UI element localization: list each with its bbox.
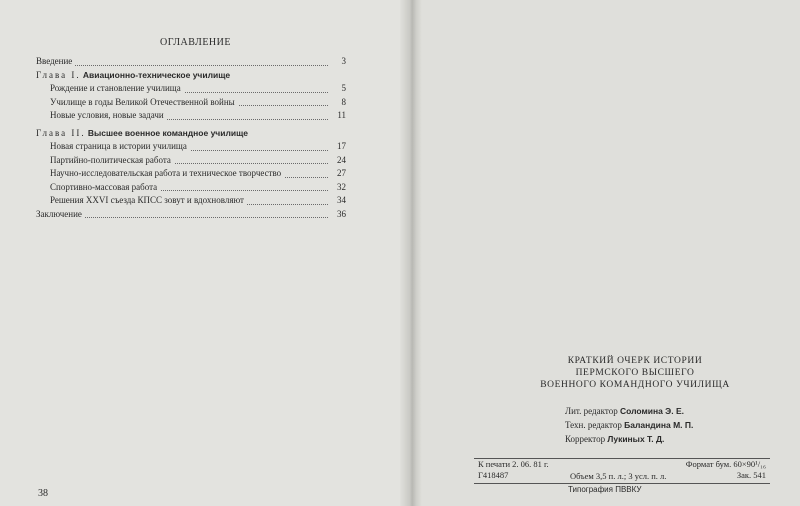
toc-entry-text: Партийно-политическая работа: [50, 155, 174, 165]
toc-entry[interactable]: [36, 194, 346, 208]
toc-entry[interactable]: [36, 167, 346, 181]
toc-entry-page: 17: [334, 140, 346, 154]
toc-entry-text: Спортивно-массовая работа: [50, 182, 160, 192]
toc-entry[interactable]: [36, 181, 346, 195]
printer-name: Типография ПВВКУ: [568, 485, 642, 494]
credit-role: Корректор: [565, 434, 606, 444]
editor-credits: [565, 404, 693, 446]
toc-entry-text: Новая страница в истории училища: [50, 141, 190, 151]
page-number: 38: [38, 488, 48, 499]
chapter-title: Высшее военное командное училище: [87, 127, 248, 138]
paper-format: Формат бум. 60×90¹/₁₆: [685, 459, 766, 469]
toc-entry-page: 36: [334, 208, 346, 222]
toc-entry-page: 34: [334, 194, 346, 208]
toc-entry-text: Училище в годы Великой Отечественной войны: [50, 97, 238, 107]
credit-role: Лит. редактор: [565, 406, 618, 416]
toc-chapter-1: [36, 69, 346, 83]
toc-entry-page: 24: [334, 154, 346, 168]
publication-code: Г418487: [478, 470, 509, 480]
toc-entry-page: 32: [334, 181, 346, 195]
leader-dots: [36, 65, 328, 66]
toc-entry-text: Заключение: [36, 209, 85, 219]
credit-name: Соломина Э. Е.: [619, 406, 684, 416]
imprint-title-line: КРАТКИЙ ОЧЕРК ИСТОРИИ: [567, 356, 703, 366]
imprint-title-line: ПЕРМСКОГО ВЫСШЕГО: [575, 368, 695, 378]
chapter-title: Авиационно-техническое училище: [82, 69, 231, 80]
imprint-title-line: ВОЕННОГО КОМАНДНОГО УЧИЛИЩА: [540, 380, 730, 390]
toc-entry-page: 8: [339, 96, 347, 110]
credit-name: Лукиных Т. Д.: [607, 434, 665, 444]
toc-entry-text: Введение: [36, 56, 75, 66]
chapter-label: Глава I.: [36, 69, 81, 80]
toc-entry[interactable]: [36, 109, 346, 123]
toc-entry-text: Рождение и становление училища: [50, 83, 184, 93]
credit-name: Баландина М. П.: [624, 420, 694, 430]
imprint-title: [530, 355, 740, 391]
toc-entry-page: 11: [334, 109, 346, 123]
toc-entry-page: 3: [339, 55, 347, 69]
toc-entry-text: Новые условия, новые задачи: [50, 110, 167, 120]
toc-entry[interactable]: [36, 140, 346, 154]
publication-details-box: [474, 458, 770, 484]
toc-entry-text: Решения XXVI съезда КПСС зовут и вдохновляют: [50, 195, 247, 205]
toc-entry[interactable]: [36, 96, 346, 110]
toc-entry-page: 5: [339, 82, 347, 96]
toc-entry-page: 27: [334, 167, 346, 181]
order-number: Зак. 541: [736, 470, 766, 480]
toc-entry-text: Научно-исследовательская работа и техническое творчество: [50, 168, 284, 178]
book-gutter: [400, 0, 422, 506]
toc-entry[interactable]: [36, 154, 346, 168]
credit-line: [565, 418, 693, 432]
signed-to-print: К печати 2. 06. 81 г.: [478, 459, 549, 469]
credit-role: Техн. редактор: [565, 420, 622, 430]
toc-entry-conclusion[interactable]: [36, 208, 346, 222]
toc-entry[interactable]: [36, 82, 346, 96]
toc-title: ОГЛАВЛЕНИЕ: [160, 37, 231, 48]
chapter-label: Глава II.: [36, 127, 86, 138]
table-of-contents: [36, 55, 346, 221]
toc-entry-introduction[interactable]: [36, 55, 346, 69]
volume-info: Объем 3,5 п. л.; 3 усл. п. л.: [570, 471, 667, 481]
toc-chapter-2: [36, 127, 346, 141]
credit-line: [565, 432, 693, 446]
credit-line: [565, 404, 693, 418]
